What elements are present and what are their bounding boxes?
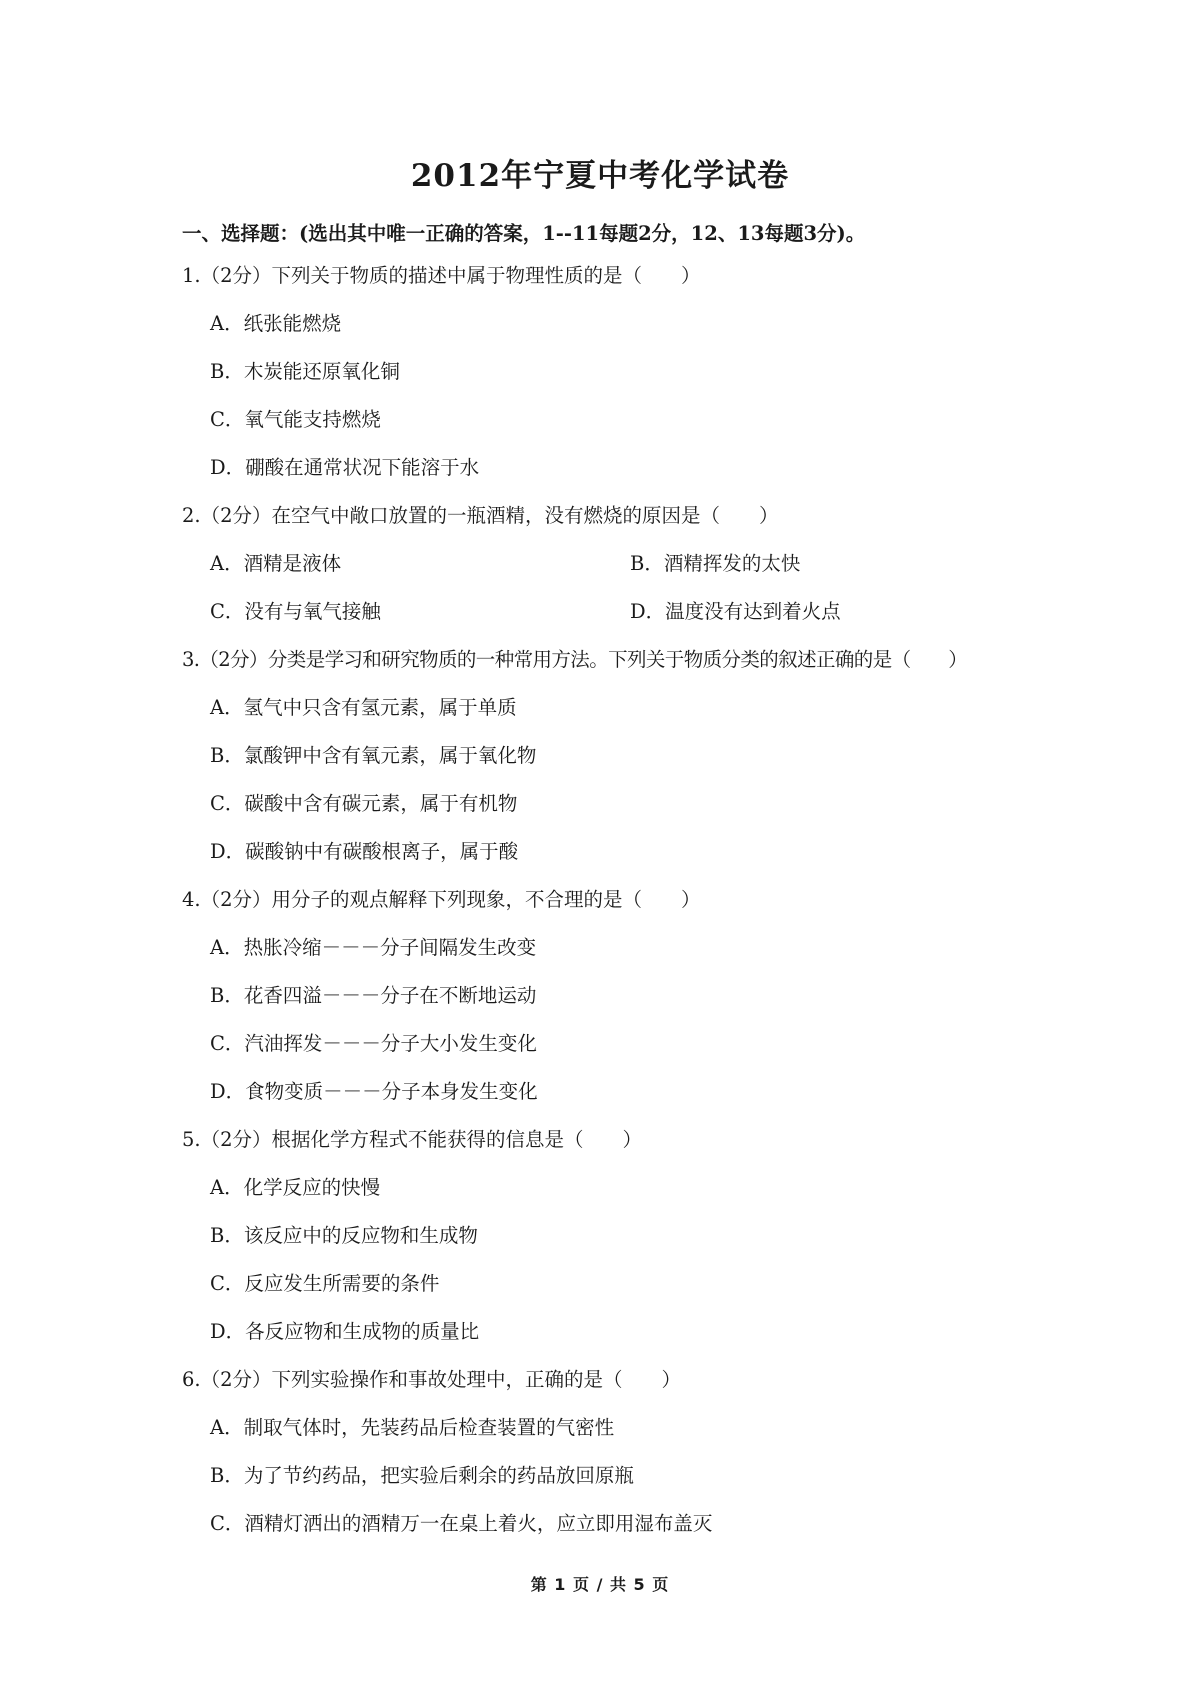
question-6-option-b: B．为了节约药品，把实验后剩余的药品放回原瓶	[210, 1464, 634, 1487]
question-4-option-a: A．热胀冷缩－－－分子间隔发生改变	[210, 936, 537, 959]
page-footer: 第 1 页 / 共 5 页	[530, 1575, 670, 1594]
question-4-option-b: B．花香四溢－－－分子在不断地运动	[210, 984, 537, 1007]
question-3-option-b: B．氯酸钾中含有氧元素，属于氧化物	[210, 744, 537, 767]
question-3-option-d: D．碳酸钠中有碳酸根离子，属于酸	[210, 840, 519, 863]
question-4-stem: 4.（2分）用分子的观点解释下列现象，不合理的是（ ）	[182, 888, 701, 911]
question-4-option-c: C．汽油挥发－－－分子大小发生变化	[210, 1032, 537, 1055]
question-4-option-d: D．食物变质－－－分子本身发生变化	[210, 1080, 538, 1103]
question-3-option-c: C．碳酸中含有碳元素，属于有机物	[210, 792, 518, 815]
question-5-option-c: C．反应发生所需要的条件	[210, 1272, 440, 1295]
question-2-option-d: D．温度没有达到着火点	[630, 600, 841, 623]
question-5-option-d: D．各反应物和生成物的质量比	[210, 1320, 480, 1343]
question-2-option-a: A．酒精是液体	[210, 552, 342, 575]
question-1-option-c: C．氧气能支持燃烧	[210, 408, 381, 431]
question-5-stem: 5.（2分）根据化学方程式不能获得的信息是（ ）	[182, 1128, 643, 1151]
question-3-option-a: A．氢气中只含有氢元素，属于单质	[210, 696, 517, 719]
question-5-option-a: A．化学反应的快慢	[210, 1176, 381, 1199]
question-1-option-d: D．硼酸在通常状况下能溶于水	[210, 456, 480, 479]
section-heading: 一、选择题：(选出其中唯一正确的答案，1--11每题2分，12、13每题3分)。	[182, 222, 866, 245]
question-3-stem: 3.（2分）分类是学习和研究物质的一种常用方法。下列关于物质分类的叙述正确的是（ ）	[182, 648, 968, 671]
question-6-stem: 6.（2分）下列实验操作和事故处理中，正确的是（ ）	[182, 1368, 682, 1391]
page-title: 2012年宁夏中考化学试卷	[410, 158, 790, 194]
question-6-option-c: C．酒精灯洒出的酒精万一在桌上着火，应立即用湿布盖灭	[210, 1512, 713, 1535]
question-2-option-b: B．酒精挥发的太快	[630, 552, 801, 575]
question-1-option-a: A．纸张能燃烧	[210, 312, 342, 335]
question-1-stem: 1.（2分）下列关于物质的描述中属于物理性质的是（ ）	[182, 264, 701, 287]
question-2-stem: 2.（2分）在空气中敞口放置的一瓶酒精，没有燃烧的原因是（ ）	[182, 504, 779, 527]
question-2-option-c: C．没有与氧气接触	[210, 600, 381, 623]
question-1-option-b: B．木炭能还原氧化铜	[210, 360, 400, 383]
question-5-option-b: B．该反应中的反应物和生成物	[210, 1224, 478, 1247]
question-6-option-a: A．制取气体时，先装药品后检查装置的气密性	[210, 1416, 615, 1439]
